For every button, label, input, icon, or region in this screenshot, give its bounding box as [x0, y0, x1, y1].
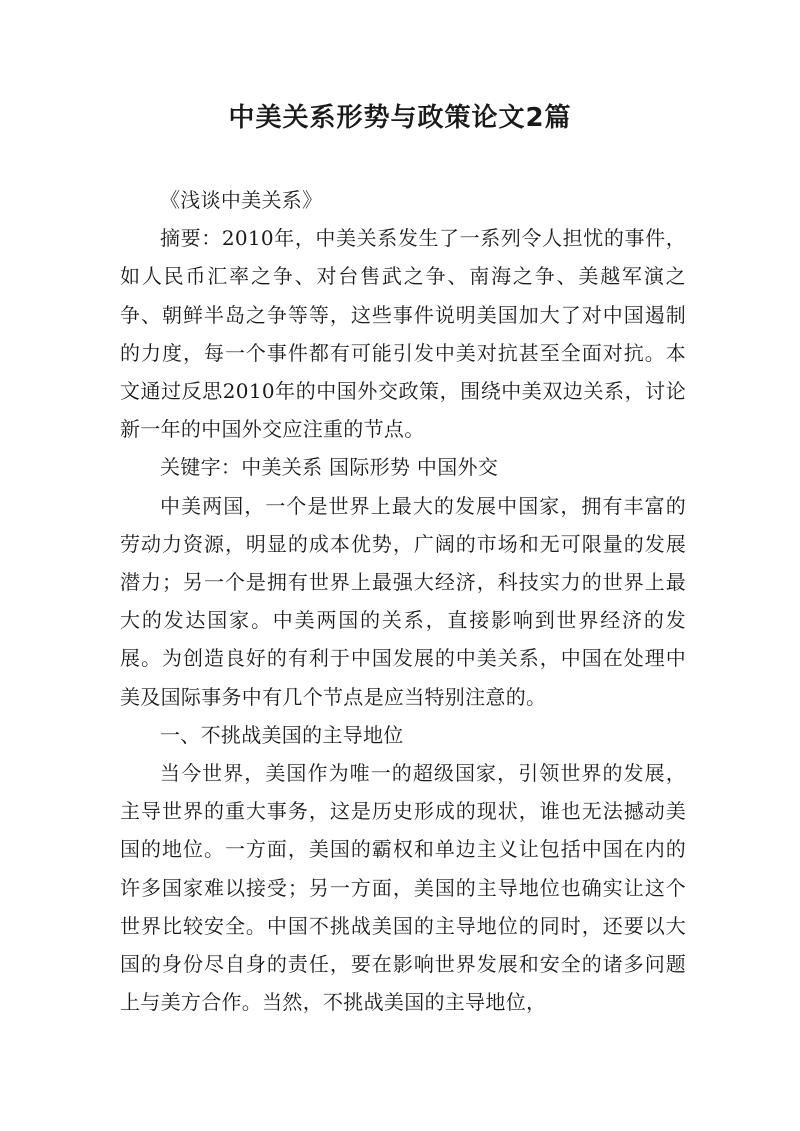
- paragraph-abstract: 摘要：2010年，中美关系发生了一系列令人担忧的事件，如人民币汇率之争、对台售武之争、南海之争、美越军演之争、朝鲜半岛之争等等，这些事件说明美国加大了对中国遏制的力度，每一个事件都有可能引发中美对抗甚至全面对抗。本文通过反思2010年的中国外交政策，围绕中美双边关系，讨论新一年的中国外交应注重的节点。: [120, 226, 686, 442]
- paragraph-keywords: 关键字：中美关系 国际形势 中国外交: [160, 455, 499, 480]
- paragraph-section-1: 当今世界，美国作为唯一的超级国家，引领世界的发展，主导世界的重大事务，这是历史形成的现状，谁也无法撼动美国的地位。一方面，美国的霸权和单边主义让包括中国在内的许多国家难以接受；另一方面，美国的主导地位也确实让这个世界比较安全。中国不挑战美国的主导地位的同时，还要以大国的身份尽自身的责任，要在影响世界发展和安全的诸多问题上与美方合作。当然，不挑战美国的主导地位，: [120, 761, 686, 1015]
- paragraph-article-title: 《浅谈中美关系》: [160, 188, 323, 212]
- paragraph-introduction: 中美两国，一个是世界上最大的发展中国家，拥有丰富的劳动力资源，明显的成本优势，广阔的市场和无可限量的发展潜力；另一个是拥有世界上最强大经济，科技实力的世界上最大的发达国家。中美两国的关系，直接影响到世界经济的发展。为创造良好的有利于中国发展的中美关系，中国在处理中美及国际事务中有几个节点是应当特别注意的。: [120, 493, 686, 709]
- section-heading-1: 一、不挑战美国的主导地位: [160, 722, 404, 747]
- document-body: [120, 181, 686, 1021]
- document-title: 中美关系形势与政策论文2篇: [228, 103, 572, 133]
